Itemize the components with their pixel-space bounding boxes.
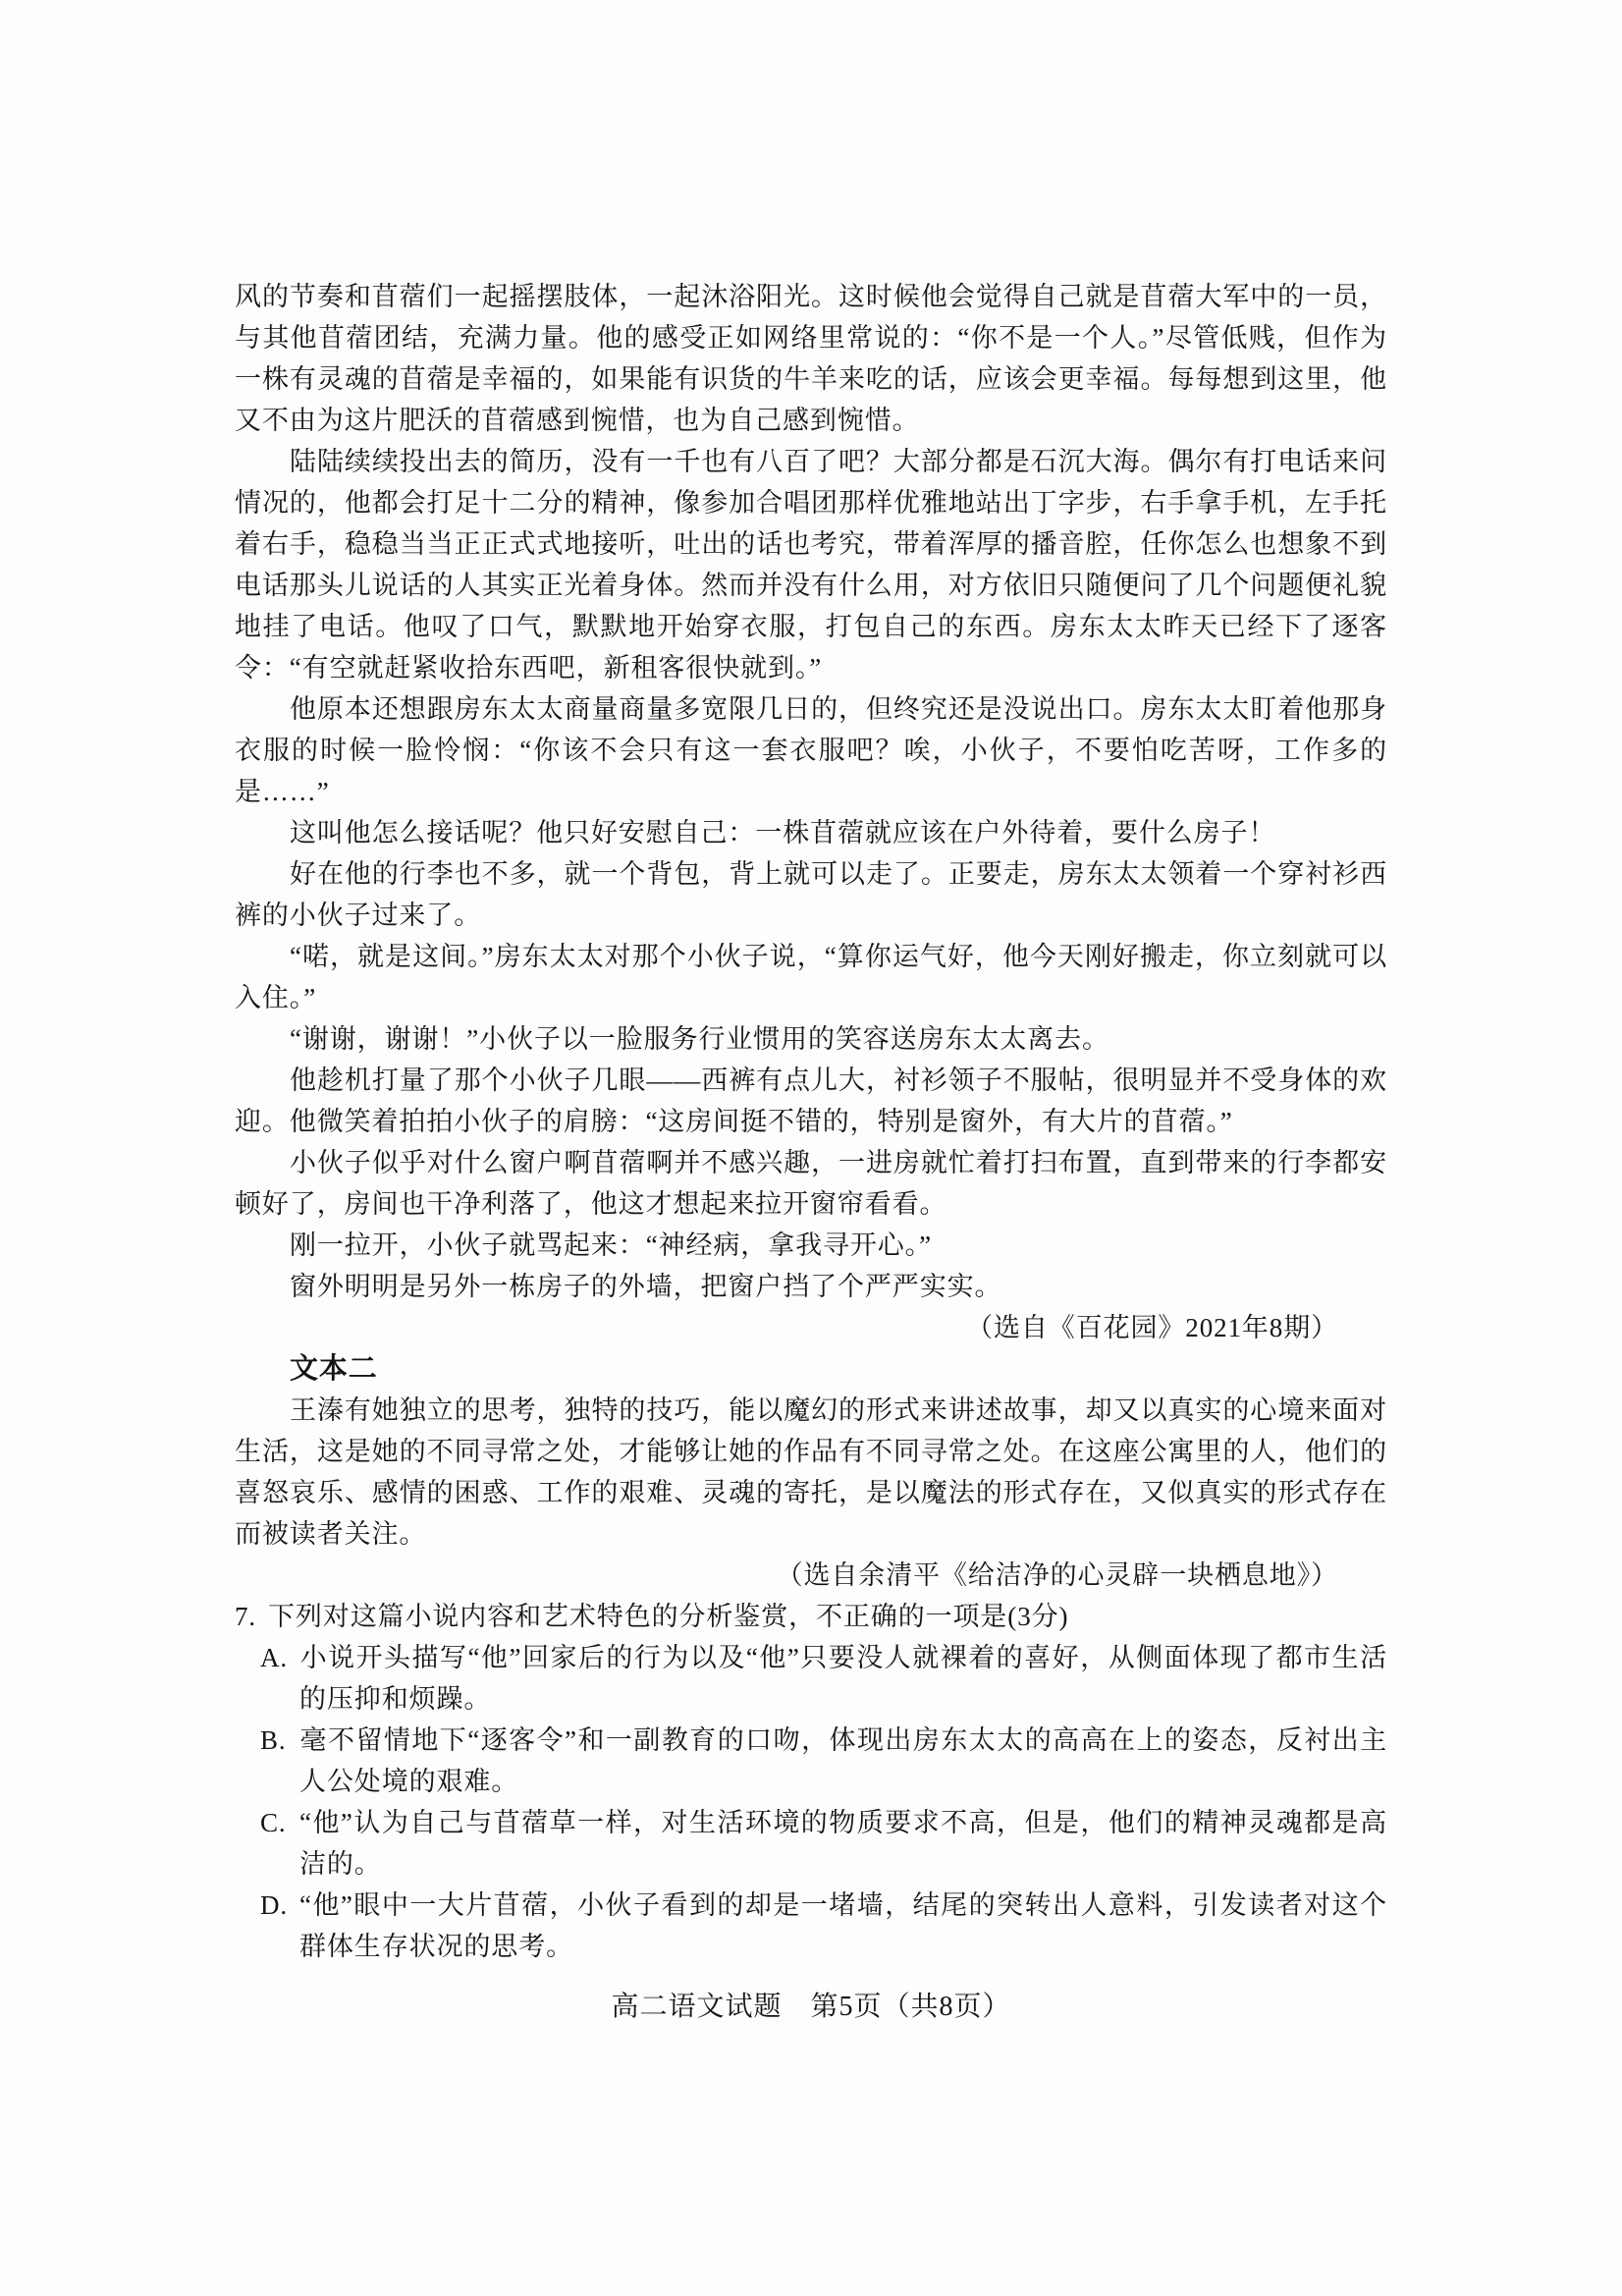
- exam-text-block: [235, 276, 1387, 1967]
- question-7-stem-line: [235, 1596, 1387, 1637]
- text2-paragraph: 王溱有她独立的思考，独特的技巧，能以魔幻的形式来讲述故事，却又以真实的心境来面对生活，这是她的不同寻常之处，才能够让她的作品有不同寻常之处。在这座公寓里的人，他们的喜怒哀乐、感情的困惑、工作的艰难、灵魂的寄托，是以魔法的形式存在，又似真实的形式存在而被读者关注。: [235, 1395, 1387, 1549]
- passage-paragraph: 刚一拉开，小伙子就骂起来：“神经病，拿我寻开心。”: [290, 1230, 932, 1260]
- passage-paragraph: 小伙子似乎对什么窗户啊苜蓿啊并不感兴趣，一进房就忙着打扫布置，直到带来的行李都安顿好了，房间也干净利落了，他这才想起来拉开窗帘看看。: [235, 1148, 1387, 1219]
- question-7-option-c: [235, 1802, 1387, 1885]
- passage-paragraph: 他原本还想跟房东太太商量商量多宽限几日的，但终究还是没说出口。房东太太盯着他那身衣服的时候一脸怜悯：“你该不会只有这一套衣服吧？唉，小伙子，不要怕吃苦呀，工作多的是……”: [235, 694, 1387, 806]
- source-attribution-text1: （选自《百花园》2021年8期）: [966, 1313, 1338, 1342]
- question-7-option-a: [235, 1637, 1387, 1720]
- option-text: “他”认为自己与苜蓿草一样，对生活环境的物质要求不高，但是，他们的精神灵魂都是高洁的。: [299, 1808, 1387, 1879]
- option-label: D.: [260, 1890, 289, 1920]
- passage-paragraph: 这叫他怎么接话呢？他只好安慰自己：一株苜蓿就应该在户外待着，要什么房子！: [290, 818, 1276, 847]
- passage-paragraph: 风的节奏和苜蓿们一起摇摆肢体，一起沐浴阳光。这时候他会觉得自己就是苜蓿大军中的一员，与其他苜蓿团结，充满力量。他的感受正如网络里常说的：“你不是一个人。”尽管低贱，但作为一株有灵魂的苜蓿是幸福的，如果能有识货的牛羊来吃的话，应该会更幸福。每每想到这里，他又不由为这片肥沃的苜蓿感到惋惜，也为自己感到惋惜。: [235, 282, 1387, 435]
- passage-paragraph: “喏，就是这间。”房东太太对那个小伙子说，“算你运气好，他今天刚好搬走，你立刻就可以入住。”: [235, 942, 1387, 1012]
- question-7-option-d: [235, 1885, 1387, 1967]
- question-number: 7.: [235, 1602, 257, 1631]
- passage-paragraph: 陆陆续续投出去的简历，没有一千也有八百了吧？大部分都是石沉大海。偶尔有打电话来问情况的，他都会打足十二分的精神，像参加合唱团那样优雅地站出丁字步，右手拿手机，左手托着右手，稳稳当当正正式式地接听，吐出的话也考究，带着浑厚的播音腔，任你怎么也想象不到电话那头儿说话的人其实正光着身体。然而并没有什么用，对方依旧只随便问了几个问题便礼貌地挂了电话。他叹了口气，默默地开始穿衣服，打包自己的东西。房东太太昨天已经下了逐客令：“有空就赶紧收拾东西吧，新租客很快就到。”: [235, 447, 1387, 683]
- passage-paragraph: 窗外明明是另外一栋房子的外墙，把窗户挡了个严严实实。: [290, 1272, 1002, 1301]
- option-label: B.: [260, 1725, 287, 1755]
- option-text: 毫不留情地下“逐客令”和一副教育的口吻，体现出房东太太的高高在上的姿态，反衬出主人公处境的艰难。: [299, 1725, 1387, 1796]
- question-7-option-b: [235, 1720, 1387, 1802]
- question-stem: 下列对这篇小说内容和艺术特色的分析鉴赏，不正确的一项是(3分): [268, 1602, 1069, 1631]
- option-text: “他”眼中一大片苜蓿，小伙子看到的却是一堵墙，结尾的突转出人意料，引发读者对这个群体生存状况的思考。: [299, 1890, 1387, 1961]
- option-label: C.: [260, 1808, 287, 1837]
- source-attribution-text2: （选自余清平《给洁净的心灵辟一块栖息地》）: [776, 1560, 1338, 1590]
- option-label: A.: [260, 1643, 289, 1672]
- passage-paragraph: “谢谢，谢谢！”小伙子以一脸服务行业惯用的笑容送房东太太离去。: [290, 1024, 1109, 1054]
- text2-heading: 文本二: [290, 1353, 378, 1385]
- passage-paragraph: 他趁机打量了那个小伙子几眼——西裤有点儿大，衬衫领子不服帖，很明显并不受身体的欢迎。他微笑着拍拍小伙子的肩膀：“这房间挺不错的，特别是窗外，有大片的苜蓿。”: [235, 1066, 1387, 1136]
- option-text: 小说开头描写“他”回家后的行为以及“他”只要没人就裸着的喜好，从侧面体现了都市生活的压抑和烦躁。: [299, 1643, 1387, 1714]
- page-footer: 高二语文试题 第5页（共8页）: [611, 1992, 1011, 2022]
- passage-paragraph: 好在他的行李也不多，就一个背包，背上就可以走了。正要走，房东太太领着一个穿衬衫西裤的小伙子过来了。: [235, 859, 1387, 930]
